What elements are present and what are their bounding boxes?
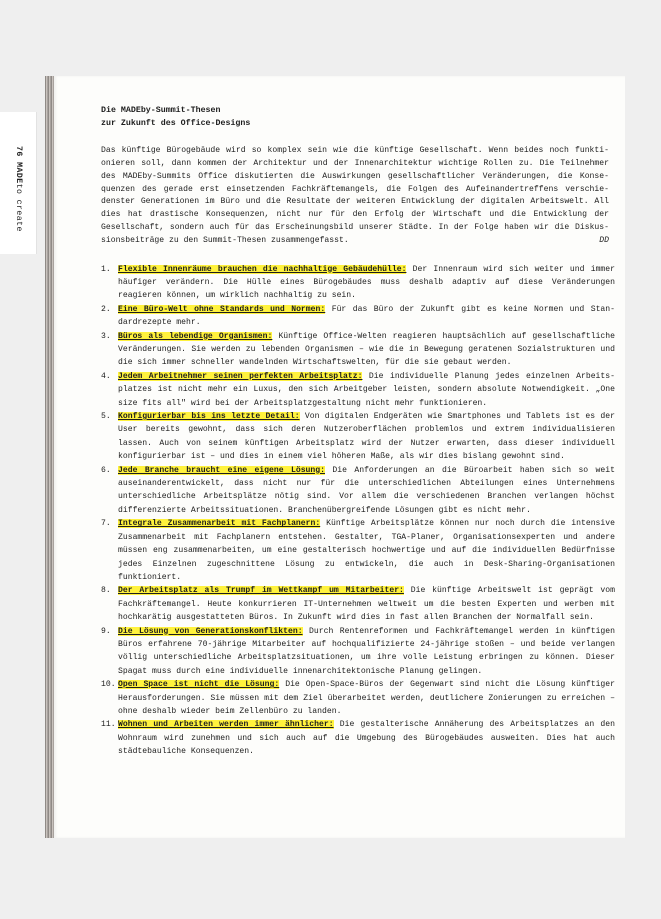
thesis-number: 4. xyxy=(101,371,111,381)
thesis-heading: Jedem Arbeitnehmer seinen perfekten Arbeitsplatz: xyxy=(118,371,363,381)
brand-name: MADE xyxy=(14,162,23,184)
article-title-line: zur Zukunft des Office-Designs xyxy=(101,118,251,128)
thesis-number: 9. xyxy=(101,626,111,636)
thesis-item xyxy=(101,517,615,584)
thesis-heading: Open Space ist nicht die Lösung: xyxy=(118,680,280,690)
thesis-item xyxy=(101,464,615,518)
thesis-item xyxy=(101,370,615,410)
thesis-item xyxy=(101,678,615,718)
thesis-item xyxy=(101,410,615,464)
book-page xyxy=(54,76,625,838)
thesis-item xyxy=(101,718,615,758)
thesis-number: 7. xyxy=(101,519,111,529)
thesis-text: Von digitalen Endgeräten wie Smartphones und Tablets ist es der User bereits gewohnt, dass sich deren Nutzeroberflächen problemlos und extrem individualisieren lassen. Auch von seinem künftigen Arbeitsplatz wird der Nutzer erwarten, dass dieser individuell konfigurierbar ist – und dies in einem viel höheren Maße, als wir dies bislang gewohnt sind. xyxy=(118,412,615,462)
thesis-text: Die gestalterische Annäherung des Arbeitsplatzes an den Wohnraum wird zunehmen und sich auch auf die Umgebung des Bürogebäudes ausweiten. Dies hat auch städtebauliche Konsequenzen. xyxy=(118,720,615,757)
thesis-item xyxy=(101,303,615,330)
thesis-item xyxy=(101,263,615,303)
thesis-number: 2. xyxy=(101,304,111,314)
thesis-heading: Wohnen und Arbeiten werden immer ähnlicher: xyxy=(118,720,334,730)
thesis-number: 1. xyxy=(101,264,111,274)
thesis-number: 6. xyxy=(101,465,111,475)
theses-list xyxy=(101,263,615,759)
thesis-number: 3. xyxy=(101,331,111,341)
thesis-heading: Flexible Innenräume brauchen die nachhaltige Gebäudehülle: xyxy=(118,264,407,274)
thesis-number: 8. xyxy=(101,586,111,596)
thesis-heading: Integrale Zusammenarbeit mit Fachplanern: xyxy=(118,519,321,529)
article xyxy=(101,105,615,759)
page-number: 76 xyxy=(14,146,23,157)
article-title-line: Die MADEby-Summit-Thesen xyxy=(101,106,221,115)
thesis-heading: Der Arbeitsplatz als Trumpf im Wettkampf um Mitarbeiter: xyxy=(118,586,404,596)
intro-text: Das künftige Bürogebäude wird so komplex sein wie die künftige Gesellschaft. Wenn beides noch funktionieren soll, dann kommen der Architektur und der Innenarchitektur wichtige Rollen zu. Die Teilnehmer des MADEby-Summits Office diskutierten die Auswirkungen gesellschaftlicher Veränderungen, die Konsequenzen des gerade erst einsetzenden Fachkräftemangels, die Folgen des Aufeinandertreffens verschiedenster Generationen im Büro und die Resultate der weiteren Entwicklung der digitalen Arbeitswelt. All dies hat drastische Konsequenzen, nicht nur für den Erfolg der Wirtschaft und die Entwicklung der Gesellschaft, sondern auch für das Erscheinungsbild unserer Städte. In der Folge haben wir die Diskussionsbeiträge zu den Summit-Thesen zusammengefasst. xyxy=(101,146,609,245)
author-initials: DD xyxy=(599,235,609,245)
thesis-text: Für das Büro der Zukunft gibt es keine Normen und Standardrezepte mehr. xyxy=(118,304,616,328)
thesis-text: Künftige Office-Welten reagieren hauptsächlich auf gesellschaftliche Veränderungen. Sie werden zu lebenden Organismen – wie die in Bewegung geratenen Sozialstrukturen und die sich immer schneller wandelnden Wirtschaftswelten, für die sie gebaut werden. xyxy=(118,331,616,368)
thesis-item xyxy=(101,330,615,370)
thesis-number: 10. xyxy=(101,680,116,690)
thesis-item xyxy=(101,625,615,679)
thesis-text: Durch Rentenreformen und Fachkräftemangel werden in künftigen Büros erfahrene 70-jährige Mitarbeiter auf hochqualifizierte 24-jährige stoßen – und beide verlangen völlig unterschiedliche Arbeitsplatzsituationen, um ihre volle Leistung erbringen zu können. Dieser Spagat muss durch eine individuelle innenarchitektonische Planung gelingen. xyxy=(118,626,615,676)
thesis-heading: Jede Branche braucht eine eigene Lösung: xyxy=(118,465,325,475)
thesis-heading: Büros als lebendige Organismen: xyxy=(118,331,273,341)
thesis-text: Die Anforderungen an die Büroarbeit haben sich so weit auseinanderentwickelt, dass nicht nur für die unterschiedlichen Abteilungen eines Unternehmens unterschiedliche Arbeitsplätze nötig sind. Vor allem die verschiedenen Branchen verlangen höchst differenzierte Arbeitssituationen. Branchenübergreifende Lösungen gibt es nicht mehr. xyxy=(118,465,615,515)
article-title xyxy=(101,105,431,130)
page-side-label xyxy=(14,146,23,232)
thesis-text: Künftige Arbeitsplätze können nur noch durch die intensive Zusammenarbeit mit Fachplanern entstehen. Gestalter, TGA-Planer, Organisationsexperten und andere müssen eng zusammenarbeiten, um eine gestalterisch hochwertige und auf die individuellen Bedürfnisse jedes Einzelnen zugeschnittene Lösung zu entwickeln, die auch in Desk-Sharing-Organisationen funktioniert. xyxy=(118,519,615,582)
thesis-item xyxy=(101,584,615,624)
thesis-heading: Konfigurierbar bis ins letzte Detail: xyxy=(118,412,300,422)
thesis-text: Der Innenraum wird sich weiter und immer häufiger verändern. Die Hülle eines Bürogebäudes muss deshalb adaptiv auf diese Veränderungen reagieren können, um wirklich nachhaltig zu sein. xyxy=(118,264,615,301)
brand-suffix: to create xyxy=(14,183,23,232)
thesis-heading: Eine Büro-Welt ohne Standards und Normen: xyxy=(118,304,326,314)
thesis-number: 11. xyxy=(101,720,116,730)
thesis-text: Die individuelle Planung jedes einzelnen Arbeitsplatzes ist nicht mehr ein Luxus, den sich Arbeitgeber leisten, sondern absolute Notwendigkeit. „One size fits all" wird bei der Arbeitsplatzgestaltung nicht mehr funktionieren. xyxy=(118,371,615,408)
thesis-text: Die Open-Space-Büros der Gegenwart sind nicht die Lösung künftiger Herausforderungen. Sie müssen mit dem Ziel überarbeitet werden, deutlichere Zonierungen zu erreichen – ohne deshalb wieder beim Zellenbüro zu landen. xyxy=(118,680,616,716)
thesis-text: Die künftige Arbeitswelt ist geprägt vom Fachkräftemangel. Heute konkurrieren IT-Unternehmen weltweit um die besten Experten und werben mit hochkarätig ausgestatteten Büros. In Zukunft wird dies in fast allen Branchen der Normalfall sein. xyxy=(118,586,615,623)
thesis-number: 5. xyxy=(101,412,111,422)
thesis-heading: Die Lösung von Generationskonflikten: xyxy=(118,626,303,636)
article-intro xyxy=(101,145,609,247)
